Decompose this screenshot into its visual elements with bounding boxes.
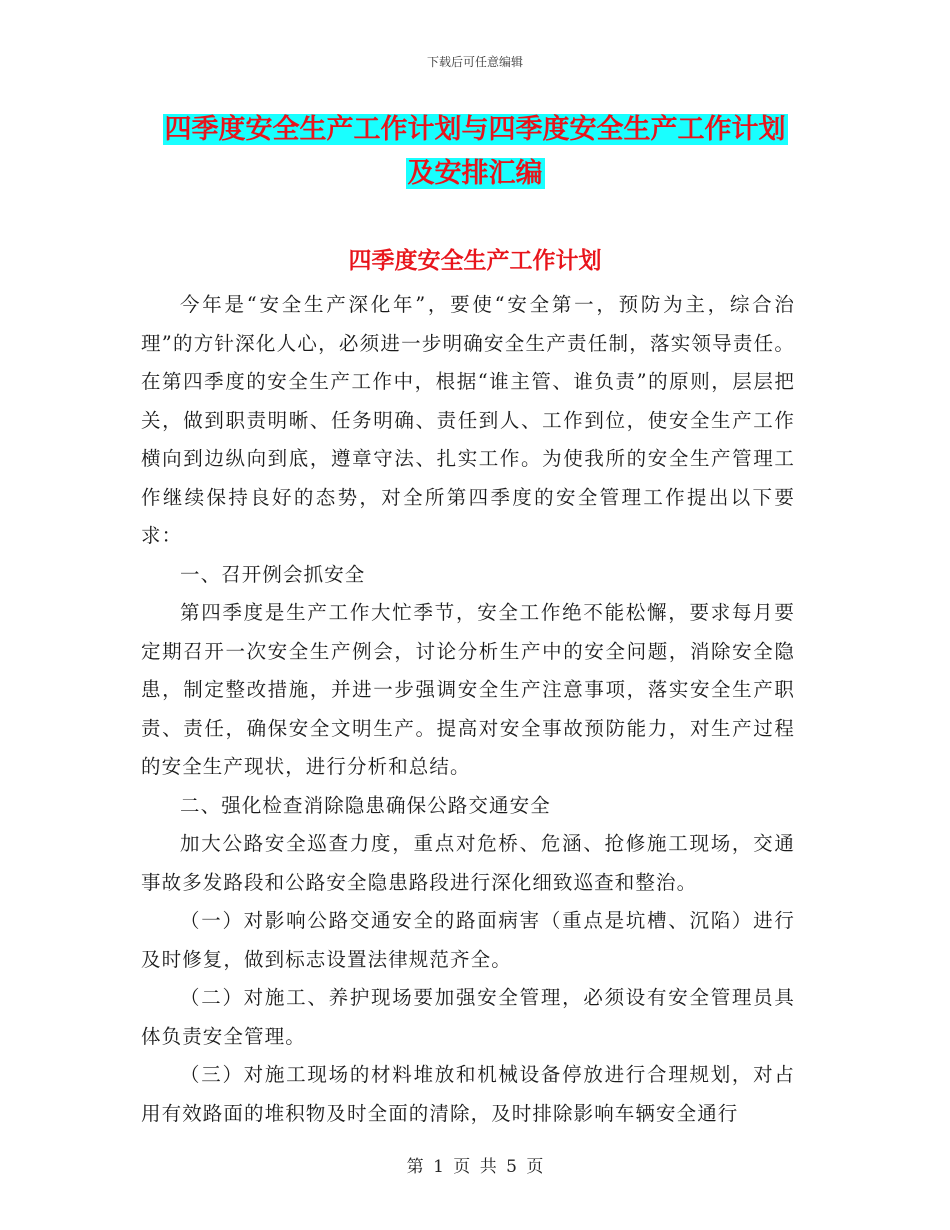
- page-footer: 第 1 页 共 5 页: [406, 1157, 544, 1177]
- header-note: 下载后可任意编辑: [426, 55, 523, 69]
- title-highlight-2: 及安排汇编: [407, 158, 543, 189]
- document-body: [141, 286, 795, 1133]
- document-title-line-2: [0, 152, 950, 196]
- title-highlight-1: 四季度安全生产工作计划与四季度安全生产工作计划: [164, 114, 786, 145]
- heading-item-1: 一、召开例会抓安全: [180, 562, 366, 586]
- paragraph-sub-1: （一）对影响公路交通安全的路面病害（重点是坑槽、沉陷）进行及时修复，做到标志设置法律规范齐全。: [141, 909, 795, 971]
- paragraph-sub-2: （二）对施工、养护现场要加强安全管理，必须设有安全管理员具体负责安全管理。: [141, 986, 795, 1048]
- document-title-line-1: [0, 108, 950, 152]
- heading-item-2: 二、强化检查消除隐患确保公路交通安全: [180, 793, 551, 817]
- paragraph-sub-3: （三）对施工现场的材料堆放和机械设备停放进行合理规划，对占用有效路面的堆积物及时全面的清除，及时排除影响车辆安全通行: [141, 1063, 795, 1125]
- paragraph-item-2: 加大公路安全巡查力度，重点对危桥、危涵、抢修施工现场，交通事故多发路段和公路安全隐患路段进行深化细致巡查和整治。: [141, 832, 795, 894]
- section-title: 四季度安全生产工作计划: [348, 247, 602, 274]
- paragraph-item-1: 第四季度是生产工作大忙季节，安全工作绝不能松懈，要求每月要定期召开一次安全生产例会，讨论分析生产中的安全问题，消除安全隐患，制定整改措施，并进一步强调安全生产注意事项，落实安全生产职责、责任，确保安全文明生产。提高对安全事故预防能力，对生产过程的安全生产现状，进行分析和总结。: [141, 601, 795, 778]
- paragraph-intro: 今年是“安全生产深化年”，要使“安全第一，预防为主，综合治理”的方针深化人心，必须进一步明确安全生产责任制，落实领导责任。在第四季度的安全生产工作中，根据“谁主管、谁负责”的原则，层层把关，做到职责明晰、任务明确、责任到人、工作到位，使安全生产工作横向到边纵向到底，遵章守法、扎实工作。为使我所的安全生产管理工作继续保持良好的态势，对全所第四季度的安全管理工作提出以下要求：: [141, 293, 795, 547]
